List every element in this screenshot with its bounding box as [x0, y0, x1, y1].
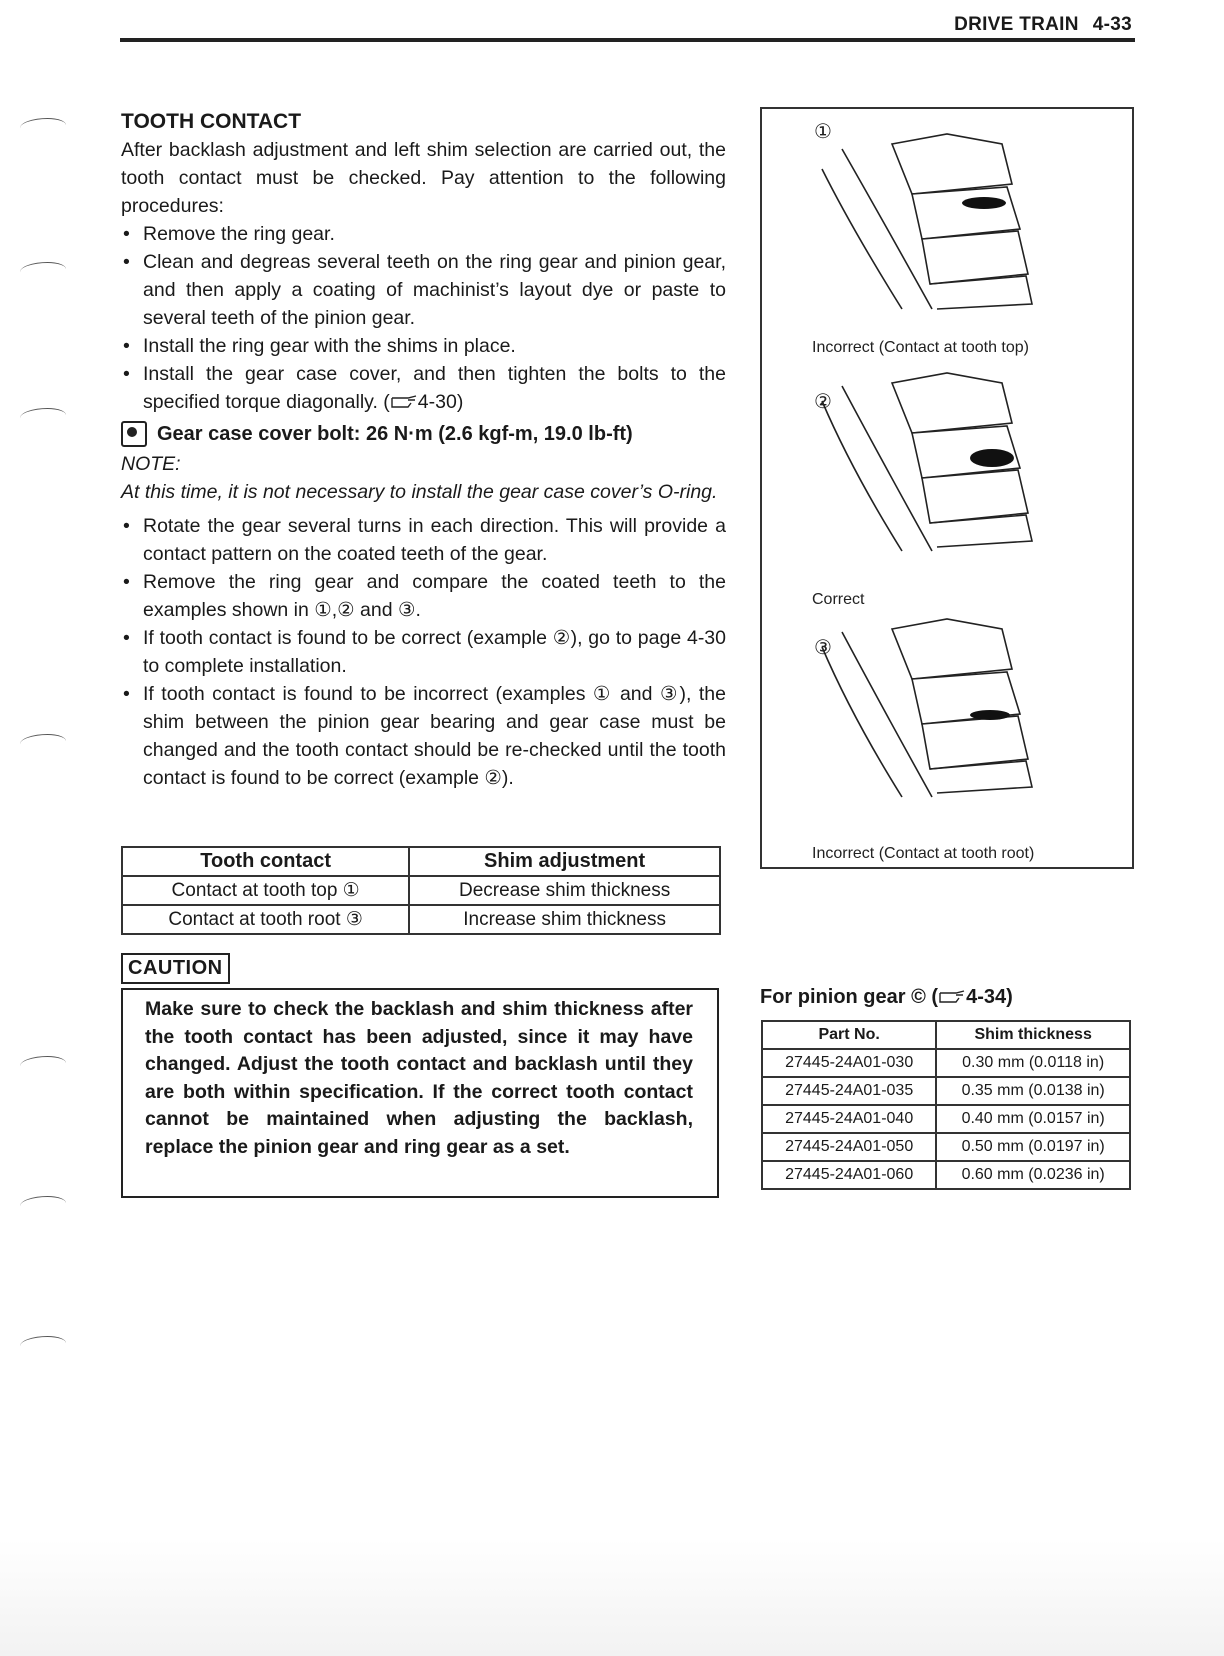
binder-mark — [20, 408, 66, 425]
tooth-contact-section — [121, 108, 726, 792]
binder-mark — [20, 118, 66, 135]
table-header: Part No. — [762, 1021, 936, 1049]
table-row — [762, 1105, 1130, 1133]
table-cell: 0.30 mm (0.0118 in) — [936, 1049, 1130, 1077]
gear-diagram-3 — [822, 619, 1032, 797]
figure-marker: ③ — [814, 637, 832, 659]
figure-marker: ② — [814, 391, 832, 413]
table-cell: 0.35 mm (0.0138 in) — [936, 1077, 1130, 1105]
binder-mark — [20, 262, 66, 279]
gear-diagram-2 — [822, 373, 1032, 551]
table-cell: 0.60 mm (0.0236 in) — [936, 1161, 1130, 1189]
pinion-title-ref: 4-34) — [966, 986, 1013, 1008]
list-item: • Remove the ring gear and compare the coated teeth to the examples shown in ①,② and ③. — [121, 568, 726, 624]
list-item: • Remove the ring gear. — [121, 220, 726, 248]
procedure-list-a — [121, 220, 726, 416]
pinion-title-text: For pinion gear © ( — [760, 986, 939, 1008]
pinion-table-title — [760, 986, 1013, 1009]
section-title: TOOTH CONTACT — [121, 110, 302, 133]
table-cell: Contact at tooth root ③ — [122, 905, 409, 934]
binder-mark — [20, 1056, 66, 1073]
header-rule — [120, 38, 1135, 42]
page-bottom-shade — [0, 1540, 1224, 1656]
table-cell: 27445-24A01-060 — [762, 1161, 936, 1189]
list-item: • Clean and degreas several teeth on the ring gear and pinion gear, and then apply a coating of machinist’s layout dye or paste to several teeth of the pinion gear. — [121, 248, 726, 332]
torque-spec-text: Gear case cover bolt: 26 N·m (2.6 kgf-m, 19.0 lb-ft) — [157, 423, 633, 445]
table-cell: 0.50 mm (0.0197 in) — [936, 1133, 1130, 1161]
torque-spec — [121, 420, 726, 448]
list-item: • If tooth contact is found to be incorrect (examples ① and ③), the shim between the pinion gear bearing and gear case must be changed and the tooth contact should be re-checked until the tooth contact is found to be correct (example ②). — [121, 680, 726, 792]
page-header — [940, 14, 1132, 36]
table-header-row — [122, 847, 720, 876]
step-torque-text: Install the gear case cover, and then tighten the bolts to the specified torque diagonally. ( — [143, 363, 726, 413]
note-label: NOTE: — [121, 453, 181, 475]
binder-mark — [20, 1336, 66, 1353]
figure-caption: Correct — [812, 591, 865, 608]
list-item: • If tooth contact is found to be correct (example ②), go to page 4-30 to complete installation. — [121, 624, 726, 680]
binder-mark — [20, 1196, 66, 1213]
table-row — [122, 905, 720, 934]
intro-paragraph: After backlash adjustment and left shim selection are carried out, the tooth contact must be checked. Pay attention to the following procedures: — [121, 139, 726, 217]
reference-hand-icon — [938, 990, 966, 1004]
tooth-contact-figure — [760, 107, 1134, 869]
table-cell: Decrease shim thickness — [409, 876, 720, 905]
table-cell: 0.40 mm (0.0157 in) — [936, 1105, 1130, 1133]
table-row — [762, 1049, 1130, 1077]
procedure-list-b — [121, 512, 726, 792]
table-row — [762, 1077, 1130, 1105]
step-torque-ref: 4-30) — [417, 391, 464, 413]
table-cell: Increase shim thickness — [409, 905, 720, 934]
list-item: • Install the ring gear with the shims in place. — [121, 332, 726, 360]
table-row — [762, 1161, 1130, 1189]
table-cell: 27445-24A01-050 — [762, 1133, 936, 1161]
shim-adjustment-table — [121, 846, 721, 935]
table-header-row — [762, 1021, 1130, 1049]
binder-mark — [20, 734, 66, 751]
pinion-shim-table — [761, 1020, 1131, 1190]
table-row — [122, 876, 720, 905]
list-item — [121, 360, 726, 416]
figure-marker: ① — [814, 121, 832, 143]
figure-caption: Incorrect (Contact at tooth root) — [812, 845, 1035, 862]
caution-label: CAUTION — [121, 953, 230, 984]
table-cell: 27445-24A01-035 — [762, 1077, 936, 1105]
header-section: DRIVE TRAIN — [954, 14, 1079, 35]
table-cell: Contact at tooth top ① — [122, 876, 409, 905]
reference-hand-icon — [390, 395, 418, 409]
list-item: • Rotate the gear several turns in each direction. This will provide a contact pattern on the coated teeth of the gear. — [121, 512, 726, 568]
table-header: Shim thickness — [936, 1021, 1130, 1049]
figure-caption: Incorrect (Contact at tooth top) — [812, 339, 1029, 356]
note-text: At this time, it is not necessary to install the gear case cover’s O-ring. — [121, 481, 718, 503]
table-header: Tooth contact — [122, 847, 409, 876]
torque-icon — [121, 421, 147, 447]
table-cell: 27445-24A01-030 — [762, 1049, 936, 1077]
table-cell: 27445-24A01-040 — [762, 1105, 936, 1133]
gear-diagram-1 — [822, 134, 1032, 309]
caution-box: Make sure to check the backlash and shim thickness after the tooth contact has been adjusted, since it may have changed. Adjust the tooth contact and backlash until they are both within specification. If the correct tooth contact cannot be maintained when adjusting the backlash, replace the pinion gear and ring gear as a set. — [121, 988, 719, 1198]
table-row — [762, 1133, 1130, 1161]
table-header: Shim adjustment — [409, 847, 720, 876]
gear-diagrams — [762, 109, 1132, 867]
header-page-number: 4-33 — [1092, 14, 1132, 35]
